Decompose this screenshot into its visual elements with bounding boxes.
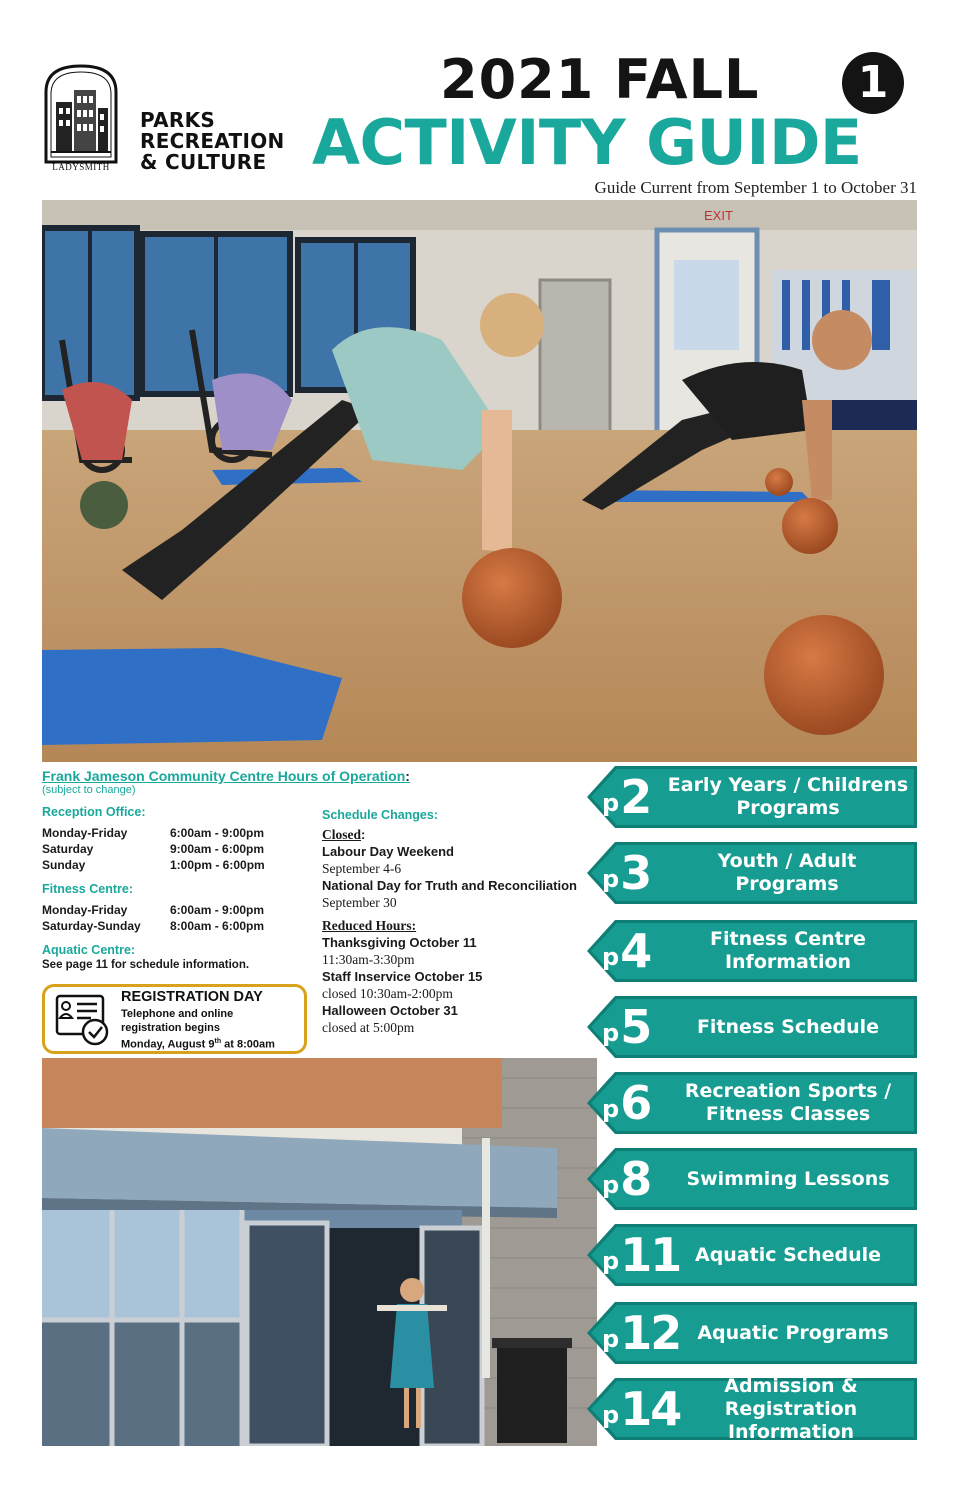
tab-label: Fitness Centre Information [710, 928, 866, 973]
fitness-time: 6:00am - 9:00pm [170, 903, 265, 917]
staff-inservice-hours: closed 10:30am-2:00pm [322, 986, 453, 1001]
org-line-1: PARKS [140, 108, 216, 132]
registration-form-icon [55, 994, 111, 1046]
tab-page-digit: 5 [620, 1000, 651, 1054]
closed-label-colon: : [361, 827, 366, 842]
page-tab-5[interactable] [585, 994, 917, 1060]
issue-number-badge: 1 [842, 52, 904, 114]
tab-page-prefix: p [602, 1247, 620, 1275]
schedule-changes-heading: Schedule Changes: [322, 808, 438, 822]
page-tab-11[interactable] [585, 1222, 917, 1288]
tab-label: Fitness Schedule [696, 1015, 880, 1038]
tab-page-prefix: p [602, 943, 620, 971]
schedule-changes [322, 807, 592, 1036]
tab-page-prefix: p [602, 1171, 620, 1199]
tab-label: Early Years / Childrens Programs [667, 774, 909, 819]
tab-page-number [602, 1146, 650, 1212]
reception-time: 9:00am - 6:00pm [170, 842, 265, 856]
tab-page-number [602, 764, 650, 830]
tab-page-digit: 2 [620, 770, 651, 824]
tab-page-prefix: p [602, 865, 620, 893]
halloween: Halloween October 31 [322, 1003, 458, 1018]
page-tab-3[interactable] [585, 840, 917, 906]
thanksgiving-hours: 11:30am-3:30pm [322, 952, 415, 967]
truth-reconciliation-date: September 30 [322, 895, 397, 910]
season-title: 2021 FALL [440, 48, 760, 111]
page-tab-2[interactable] [585, 764, 917, 830]
registration-details [121, 1007, 307, 1052]
aquatic-heading: Aquatic Centre: [42, 943, 136, 957]
fitness-time: 8:00am - 6:00pm [170, 919, 265, 933]
fitness-class-photo [42, 200, 917, 762]
tab-page-number [602, 994, 650, 1060]
tab-page-digit: 14 [620, 1382, 681, 1436]
tab-page-number [602, 1376, 680, 1442]
registration-day-box [42, 984, 307, 1054]
tab-page-number [602, 1070, 650, 1136]
hours-heading-colon: : [405, 768, 410, 784]
labour-day: Labour Day Weekend [322, 844, 454, 859]
tab-page-prefix: p [602, 1401, 620, 1429]
page-tab-12[interactable] [585, 1300, 917, 1366]
closed-label-text: Closed [322, 827, 362, 842]
fitness-days: Monday-Friday [42, 903, 128, 917]
tab-page-prefix: p [602, 1095, 620, 1123]
page-title: ACTIVITY GUIDE [312, 106, 862, 179]
exit-sign: EXIT [704, 208, 733, 223]
truth-reconciliation-day: National Day for Truth and Reconciliation [322, 878, 577, 893]
labour-day-dates: September 4-6 [322, 861, 402, 876]
reception-row [42, 825, 332, 841]
reduced-hours-label: Reduced Hours: [322, 918, 417, 933]
staff-inservice: Staff Inservice October 15 [322, 969, 483, 984]
tab-page-prefix: p [602, 1325, 620, 1353]
tab-label: Youth / Adult Programs [717, 850, 857, 895]
tab-page-digit: 11 [620, 1228, 681, 1282]
reception-days: Saturday [42, 842, 94, 856]
tab-page-digit: 8 [620, 1152, 651, 1206]
page-tab-8[interactable] [585, 1146, 917, 1212]
halloween-hours: closed at 5:00pm [322, 1020, 415, 1035]
tab-page-digit: 12 [620, 1306, 681, 1360]
tab-page-prefix: p [602, 789, 620, 817]
fitness-heading: Fitness Centre: [42, 882, 133, 896]
community-centre-entrance-photo [42, 1058, 597, 1446]
aquatic-note: See page 11 for schedule information. [42, 959, 250, 971]
registration-date-suffix: th [214, 1038, 222, 1045]
ladysmith-logo [42, 62, 120, 174]
organization-name [140, 110, 285, 173]
hours-heading [42, 768, 410, 784]
reception-time: 1:00pm - 6:00pm [170, 858, 265, 872]
hours-subnote: (subject to change) [42, 784, 136, 796]
reception-days: Sunday [42, 858, 86, 872]
reception-time: 6:00am - 9:00pm [170, 826, 265, 840]
tab-page-number [602, 840, 650, 906]
reception-days: Monday-Friday [42, 826, 128, 840]
fitness-days: Saturday-Sunday [42, 919, 141, 933]
tab-label: Admission & Registration Information [724, 1374, 858, 1443]
hours-heading-text: Frank Jameson Community Centre Hours of Operation [42, 768, 406, 784]
guide-current-dates: Guide Current from September 1 to October 31 [594, 178, 917, 197]
org-line-3: & CULTURE [140, 150, 267, 174]
tab-page-digit: 6 [620, 1076, 651, 1130]
tab-label: Recreation Sports / Fitness Classes [684, 1080, 892, 1125]
registration-date [121, 1035, 307, 1052]
reception-heading: Reception Office: [42, 805, 146, 819]
org-line-2: RECREATION [140, 129, 285, 153]
tab-page-prefix: p [602, 1019, 620, 1047]
tab-page-digit: 4 [620, 924, 651, 978]
closed-label [322, 826, 592, 843]
registration-line-1: Telephone and online [121, 1008, 234, 1020]
reception-row [42, 841, 332, 857]
registration-line-2: registration begins [121, 1022, 221, 1034]
tab-label: Aquatic Schedule [694, 1243, 881, 1266]
registration-date-time: at 8:00am [221, 1038, 275, 1051]
tab-page-digit: 3 [620, 846, 651, 900]
tab-label: Aquatic Programs [697, 1321, 889, 1344]
thanksgiving: Thanksgiving October 11 [322, 935, 477, 950]
tab-label: Swimming Lessons [686, 1167, 890, 1190]
page-tab-4[interactable] [585, 918, 917, 984]
logo-caption: LADYSMITH [52, 162, 110, 172]
tab-page-number [602, 918, 650, 984]
registration-title: REGISTRATION DAY [121, 989, 263, 1005]
fitness-row [42, 918, 332, 934]
tab-page-number [602, 1300, 680, 1366]
page-tab-6[interactable] [585, 1070, 917, 1136]
page-tab-14[interactable] [585, 1376, 917, 1442]
reception-row [42, 857, 332, 873]
fitness-row [42, 902, 332, 918]
registration-date-main: Monday, August 9 [121, 1038, 215, 1051]
